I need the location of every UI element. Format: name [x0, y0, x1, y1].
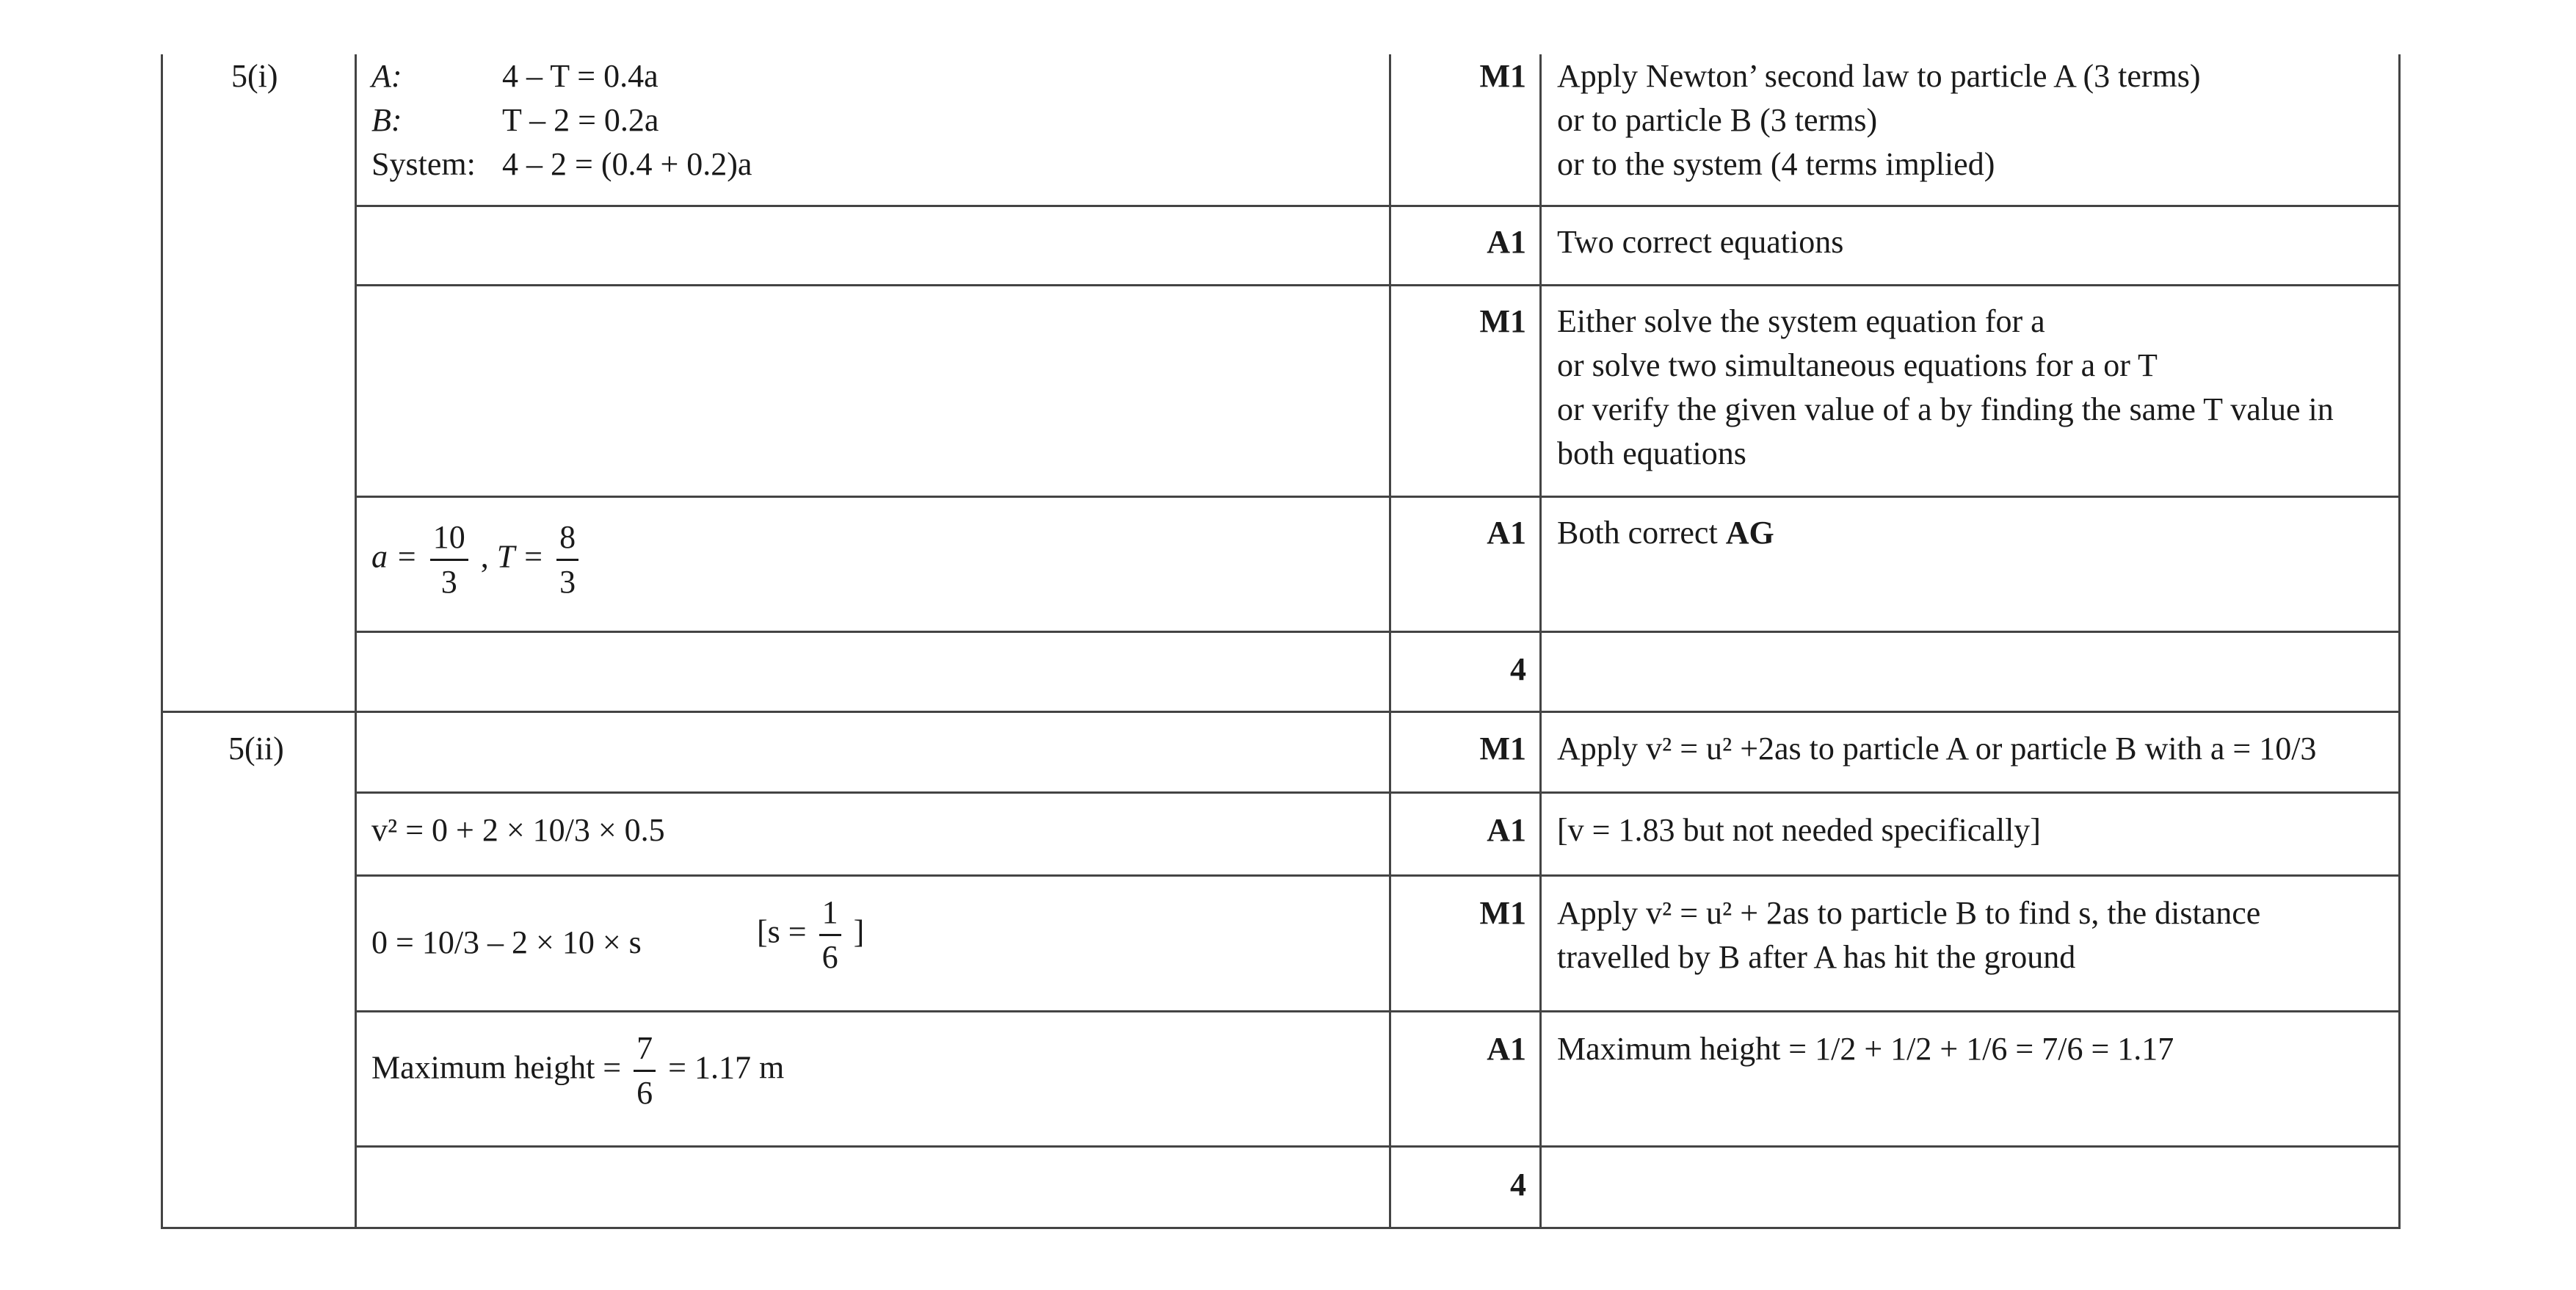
fraction-numerator: 10 [430, 516, 468, 561]
guidance-line: Either solve the system equation for a [1557, 303, 2045, 339]
question-number: 5(i) [231, 58, 278, 94]
guidance-line: [v = 1.83 but not needed specifically] [1557, 812, 2041, 848]
total-marks: 4 [1510, 1167, 1526, 1203]
column-divider-question [355, 54, 357, 1229]
working-equation: v² = 0 + 2 × 10/3 × 0.5 [371, 812, 665, 848]
answer-suffix: = 1.17 m [668, 1049, 785, 1086]
answer-fractions [371, 516, 583, 604]
guidance-line: Apply v² = u² +2as to particle A or particle B with a = 10/3 [1557, 731, 2317, 767]
equation-label: System: [371, 146, 476, 182]
table-border-bottom [161, 1227, 2401, 1229]
mark-code: A1 [1487, 1031, 1526, 1067]
bracket-close: ] [853, 913, 865, 950]
fraction-numerator: 1 [819, 891, 841, 936]
guidance-line [1557, 511, 1774, 555]
answer-prefix: Maximum height = [371, 1049, 622, 1086]
fraction-denominator: 3 [559, 564, 576, 600]
fraction-denominator: 3 [440, 564, 457, 600]
guidance-line: or solve two simultaneous equations for a or T [1557, 347, 2158, 383]
table-border-left [161, 54, 163, 1229]
bracket-open: [s = [757, 913, 807, 950]
final-answer [371, 1027, 784, 1115]
question-number: 5(ii) [228, 731, 284, 767]
working-equation: 0 = 10/3 – 2 × 10 × s [371, 924, 642, 960]
fraction [430, 516, 468, 604]
guidance-line: travelled by B after A has hit the ground [1557, 939, 2076, 975]
mark-code: M1 [1479, 58, 1526, 94]
row-divider [355, 631, 2401, 633]
fraction-denominator: 6 [636, 1075, 653, 1111]
table-border-right [2398, 54, 2401, 1229]
mark-code: A1 [1487, 812, 1526, 848]
fraction-numerator: 7 [634, 1027, 656, 1072]
equation-label: A: [371, 58, 402, 94]
bracket-result [757, 891, 864, 979]
guidance-line: Apply v² = u² + 2as to particle B to find s, the distance [1557, 895, 2261, 931]
equation: 4 – 2 = (0.4 + 0.2)a [502, 146, 752, 182]
row-divider [355, 1145, 2401, 1148]
fraction [819, 891, 841, 979]
answer-given-tag: AG [1725, 515, 1774, 551]
equation: T – 2 = 0.2a [502, 102, 659, 138]
mark-code: M1 [1479, 731, 1526, 767]
fraction [634, 1027, 656, 1115]
row-divider [355, 874, 2401, 877]
fraction-numerator: 8 [556, 516, 578, 561]
row-divider [355, 496, 2401, 498]
fraction-denominator: 6 [821, 939, 838, 975]
answer-prefix: T = [496, 538, 545, 575]
question-divider [161, 711, 2401, 713]
column-divider-marks [1539, 54, 1542, 1229]
equation-label: B: [371, 102, 402, 138]
guidance-line: or to particle B (3 terms) [1557, 102, 1878, 138]
row-divider [355, 284, 2401, 286]
mark-scheme-table [161, 54, 2414, 1229]
separator: , [480, 538, 489, 575]
mark-code: A1 [1487, 515, 1526, 551]
row-divider [355, 791, 2401, 794]
fraction [556, 516, 578, 604]
answer-prefix: a = [371, 538, 418, 575]
mark-code: M1 [1479, 303, 1526, 339]
guidance-line: Two correct equations [1557, 224, 1844, 260]
mark-code: M1 [1479, 895, 1526, 931]
equation: 4 – T = 0.4a [502, 58, 658, 94]
guidance-line: Maximum height = 1/2 + 1/2 + 1/6 = 7/6 = 1.17 [1557, 1031, 2174, 1067]
mark-code: A1 [1487, 224, 1526, 260]
total-marks: 4 [1510, 651, 1526, 687]
guidance-line: both equations [1557, 435, 1746, 471]
guidance-text: Both correct [1557, 515, 1718, 551]
guidance-line: Apply Newton’ second law to particle A (3 terms) [1557, 58, 2201, 94]
guidance-line: or verify the given value of a by finding the same T value in [1557, 391, 2334, 427]
column-divider-answer [1389, 54, 1391, 1229]
guidance-line: or to the system (4 terms implied) [1557, 146, 1995, 182]
row-divider [355, 1010, 2401, 1012]
row-divider [355, 205, 2401, 207]
